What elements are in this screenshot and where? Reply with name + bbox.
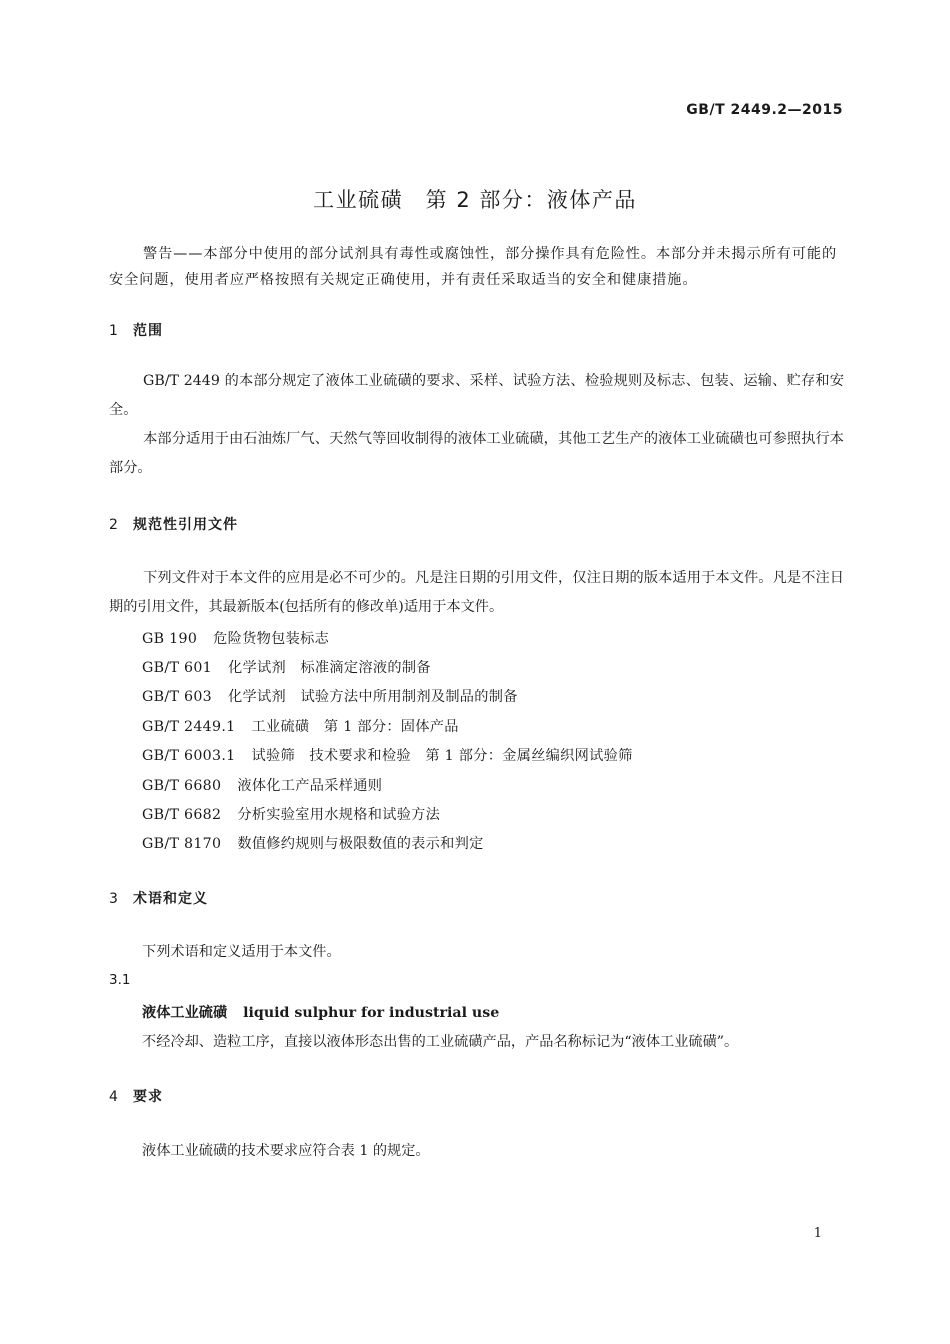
reference-name: 工业硫磺 第 1 部分：固体产品 [251, 719, 459, 735]
reference-name: 数值修约规则与极限数值的表示和判定 [237, 836, 484, 852]
reference-item [142, 775, 382, 795]
standard-code: GB/T 2449.2—2015 [686, 102, 843, 118]
section-title: 术语和定义 [133, 891, 208, 907]
section-3-paragraph-1: 下列术语和定义适用于本文件。 [142, 944, 341, 960]
section-number: 2 [109, 517, 119, 533]
reference-item [142, 745, 633, 765]
section-1-paragraph-2 [109, 425, 844, 483]
reference-code: GB 190 [142, 631, 198, 647]
paragraph-text: GB/T 2449 的本部分规定了液体工业硫磺的要求、采样、试验方法、检验规则及标志、包装、运输、贮存和安全。 [109, 373, 844, 418]
reference-code: GB/T 603 [142, 689, 212, 705]
paragraph-text: 下列文件对于本文件的应用是必不可少的。凡是注日期的引用文件，仅注日期的版本适用于本文件。凡是不注日期的引用文件，其最新版本(包括所有的修改单)适用于本文件。 [109, 570, 844, 615]
reference-item [142, 686, 518, 706]
section-number: 4 [109, 1089, 119, 1105]
reference-name: 液体化工产品采样通则 [237, 778, 383, 794]
term-number: 3.1 [109, 972, 131, 988]
section-4-heading [109, 1086, 163, 1106]
reference-item [142, 716, 459, 736]
reference-name: 分析实验室用水规格和试验方法 [237, 807, 441, 823]
reference-code: GB/T 2449.1 [142, 719, 236, 735]
section-number: 1 [109, 323, 119, 339]
section-number: 3 [109, 891, 119, 907]
section-3-heading [109, 888, 208, 908]
reference-code: GB/T 6682 [142, 807, 222, 823]
reference-name: 化学试剂 标准滴定溶液的制备 [228, 660, 431, 676]
reference-name: 危险货物包装标志 [213, 631, 330, 647]
section-1-paragraph-1 [109, 367, 844, 425]
reference-item [142, 804, 440, 824]
reference-item [142, 657, 431, 677]
reference-code: GB/T 8170 [142, 836, 222, 852]
section-title: 要求 [133, 1089, 163, 1105]
term-chinese: 液体工业硫磺 [142, 1005, 228, 1021]
section-title: 范围 [133, 323, 163, 339]
reference-item [142, 833, 484, 853]
section-1-heading [109, 320, 163, 340]
reference-name: 试验筛 技术要求和检验 第 1 部分：金属丝编织网试验筛 [251, 748, 633, 764]
term-heading [142, 1002, 499, 1022]
reference-item [142, 628, 329, 648]
warning-paragraph [109, 241, 844, 293]
paragraph-text: 本部分适用于由石油炼厂气、天然气等回收制得的液体工业硫磺，其他工艺生产的液体工业硫磺也可参照执行本部分。 [109, 431, 844, 476]
section-2-paragraph-1 [109, 564, 844, 622]
section-2-heading [109, 514, 238, 534]
term-english: liquid sulphur for industrial use [243, 1005, 500, 1021]
section-title: 规范性引用文件 [133, 517, 238, 533]
warning-text: 警告——本部分中使用的部分试剂具有毒性或腐蚀性，部分操作具有危险性。本部分并未揭示所有可能的安全问题，使用者应严格按照有关规定正确使用，并有责任采取适当的安全和健康措施。 [109, 246, 838, 288]
section-4-paragraph-1: 液体工业硫磺的技术要求应符合表 1 的规定。 [142, 1143, 430, 1159]
document-title: 工业硫磺 第 2 部分：液体产品 [313, 188, 637, 212]
page-number: 1 [813, 1226, 822, 1241]
reference-name: 化学试剂 试验方法中所用制剂及制品的制备 [228, 689, 518, 705]
reference-code: GB/T 6680 [142, 778, 222, 794]
reference-code: GB/T 601 [142, 660, 212, 676]
reference-code: GB/T 6003.1 [142, 748, 236, 764]
term-definition: 不经冷却、造粒工序，直接以液体形态出售的工业硫磺产品，产品名称标记为“液体工业硫磺”。 [142, 1034, 739, 1050]
